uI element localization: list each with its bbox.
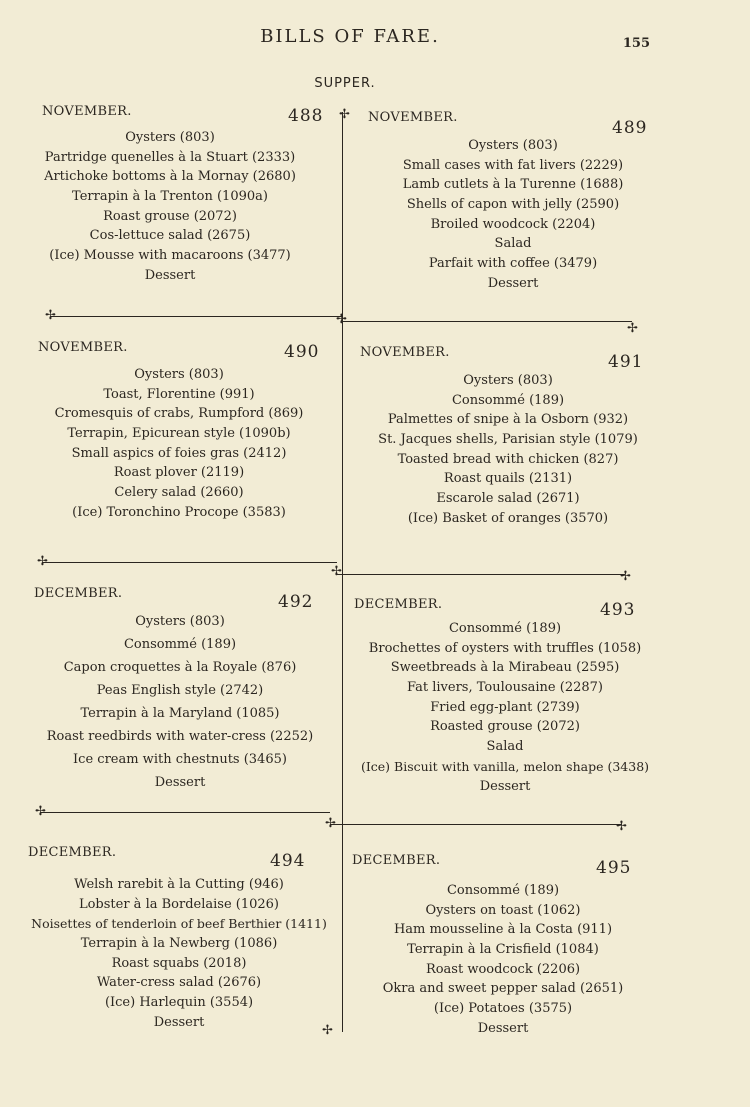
menu-item: Cromesquis of crabs, Rumpford (869): [54, 406, 304, 422]
menu-495: [352, 853, 654, 1043]
menu-item: Cos-lettuce salad (2675): [89, 228, 251, 244]
menu-items: [360, 371, 656, 529]
menu-item: Okra and sweet pepper salad (2651): [382, 981, 624, 997]
menu-month: DECEMBER.: [34, 586, 123, 601]
menu-item: Salad: [486, 739, 524, 755]
menu-item: Palmettes of snipe à la Osborn (932): [387, 412, 629, 428]
menu-month: NOVEMBER.: [38, 340, 128, 355]
menu-month: NOVEMBER.: [42, 104, 132, 119]
menu-item: Ice cream with chestnuts (3465): [73, 752, 287, 767]
menu-month: DECEMBER.: [352, 853, 441, 868]
cross-ornament-2-center: ✢: [331, 564, 342, 579]
menu-item: Oysters (803): [468, 138, 558, 153]
cross-ornament-2-left: ✢: [37, 554, 48, 569]
menu-item: Consommé (189): [446, 883, 560, 898]
menu-items: [354, 619, 656, 796]
menu-item: Noisettes of tenderloin of beef Berthier (1411): [31, 916, 327, 932]
menu-item: Fat livers, Toulousaine (2287): [407, 680, 603, 696]
menu-item: Dessert: [487, 275, 539, 291]
menu-item: Roast quails (2131): [443, 471, 573, 487]
cross-ornament-1-left: ✢: [45, 308, 56, 323]
menu-item: Sweetbreads à la Mirabeau (2595): [390, 660, 620, 676]
menu-item: (Ice) Biscuit with vanilla, melon shape (3438): [360, 758, 650, 774]
horizontal-rule-1-left: [50, 316, 342, 317]
menu-item: Toasted bread with chicken (827): [397, 451, 619, 467]
cross-ornament-3-right: ✢: [616, 819, 627, 834]
menu-item: Roast squabs (2018): [111, 955, 247, 971]
menu-item: Oysters on toast (1062): [425, 902, 581, 918]
menu-item: Oysters (803): [125, 130, 215, 145]
page-number: 155: [622, 36, 650, 51]
menu-item: Water-cress salad (2676): [96, 975, 262, 991]
running-head: BILLS OF FARE.: [260, 26, 440, 47]
menu-item: Welsh rarebit à la Cutting (946): [74, 877, 284, 892]
menu-item: Terrapin à la Maryland (1085): [80, 706, 280, 721]
menu-item: Partridge quenelles à la Stuart (2333): [44, 149, 296, 165]
menu-item: Artichoke bottoms à la Mornay (2680): [44, 169, 296, 185]
menu-number: 494: [270, 851, 306, 871]
menu-item: Oysters (803): [134, 367, 224, 382]
menu-month: DECEMBER.: [354, 597, 443, 612]
menu-number: 490: [284, 342, 320, 362]
cross-ornament-top: ✢: [339, 107, 350, 122]
menu-item: Fried egg-plant (2739): [430, 699, 580, 715]
horizontal-rule-1-right: [342, 321, 632, 322]
menu-item: Dessert: [479, 778, 531, 794]
menu-item: Broiled woodcock (2204): [430, 216, 596, 232]
menu-number: 495: [596, 858, 632, 878]
menu-number: 488: [288, 106, 324, 126]
cross-ornament-bottom: ✢: [322, 1023, 333, 1038]
horizontal-rule-3-right: [330, 824, 622, 825]
cross-ornament-1-right: ✢: [627, 321, 638, 336]
menu-number: 493: [600, 600, 636, 620]
menu-item: Consommé (189): [123, 637, 237, 652]
menu-item: Celery salad (2660): [114, 485, 244, 501]
menu-items: [352, 881, 654, 1039]
menu-item: Roast grouse (2072): [103, 208, 237, 224]
menu-item: Roasted grouse (2072): [430, 719, 580, 735]
menu-item: Lobster à la Bordelaise (1026): [78, 896, 280, 912]
menu-item: (Ice) Basket of oranges (3570): [407, 510, 609, 526]
menu-item: Roast woodcock (2206): [425, 961, 581, 977]
menu-494: [28, 845, 330, 1035]
menu-493: [354, 597, 656, 807]
cross-ornament-3-center: ✢: [325, 816, 336, 831]
menu-items: [38, 365, 320, 523]
menu-item: Escarole salad (2671): [436, 491, 580, 507]
menu-item: Salad: [494, 236, 532, 252]
menu-item: Capon croquettes à la Royale (876): [63, 660, 297, 675]
menu-items: [42, 128, 298, 286]
menu-item: Small aspics of foies gras (2412): [71, 445, 287, 461]
section-title: SUPPER.: [314, 76, 376, 91]
menu-month: DECEMBER.: [28, 845, 117, 860]
menu-item: Consommé (189): [451, 392, 565, 408]
menu-items: [34, 610, 326, 794]
menu-month: NOVEMBER.: [368, 110, 458, 125]
menu-item: Terrapin à la Newberg (1086): [80, 936, 278, 952]
menu-item: Roast plover (2119): [113, 465, 245, 481]
menu-number: 492: [278, 592, 314, 612]
menu-item: Small cases with fat livers (2229): [402, 157, 624, 173]
cross-ornament-2-right: ✢: [620, 569, 631, 584]
menu-item: Toast, Florentine (991): [103, 386, 255, 402]
menu-item: Shells of capon with jelly (2590): [406, 197, 620, 213]
cross-ornament-1-center: ✢: [336, 312, 347, 327]
menu-item: Dessert: [154, 775, 206, 790]
horizontal-rule-2-right: [337, 574, 625, 575]
menu-item: Consommé (189): [448, 621, 562, 636]
menu-490: [38, 340, 330, 530]
menu-488: [42, 104, 332, 294]
cross-ornament-3-left: ✢: [35, 804, 46, 819]
menu-item: Terrapin à la Crisfield (1084): [407, 942, 599, 958]
menu-item: Terrapin à la Trenton (1090a): [72, 189, 268, 205]
menu-item: Lamb cutlets à la Turenne (1688): [402, 177, 624, 193]
menu-items: [28, 875, 330, 1033]
menu-item: Dessert: [144, 267, 196, 283]
menu-item: Ham mousseline à la Costa (911): [393, 922, 613, 938]
menu-items: [368, 136, 658, 294]
menu-item: Terrapin, Epicurean style (1090b): [67, 426, 291, 442]
menu-item: Roast reedbirds with water-cress (2252): [46, 729, 314, 744]
menu-item: Oysters (803): [135, 614, 225, 629]
horizontal-rule-3-left: [40, 812, 330, 813]
menu-item: (Ice) Potatoes (3575): [433, 1001, 573, 1017]
menu-item: Dessert: [153, 1014, 205, 1030]
menu-489: [368, 110, 658, 300]
horizontal-rule-2-left: [42, 562, 337, 563]
menu-item: Oysters (803): [463, 373, 553, 388]
menu-item: Peas English style (2742): [96, 683, 264, 698]
menu-month: NOVEMBER.: [360, 345, 450, 360]
menu-item: (Ice) Mousse with macaroons (3477): [49, 248, 291, 264]
menu-item: Parfait with coffee (3479): [428, 256, 598, 272]
menu-number: 491: [608, 352, 644, 372]
menu-number: 489: [612, 118, 648, 138]
menu-item: (Ice) Toronchino Procope (3583): [72, 504, 286, 520]
menu-item: St. Jacques shells, Parisian style (1079): [378, 432, 638, 448]
menu-492: [34, 586, 326, 796]
menu-item: (Ice) Harlequin (3554): [104, 995, 254, 1011]
menu-item: Dessert: [477, 1020, 529, 1036]
menu-491: [360, 345, 656, 535]
menu-item: Brochettes of oysters with truffles (1058): [368, 640, 642, 656]
